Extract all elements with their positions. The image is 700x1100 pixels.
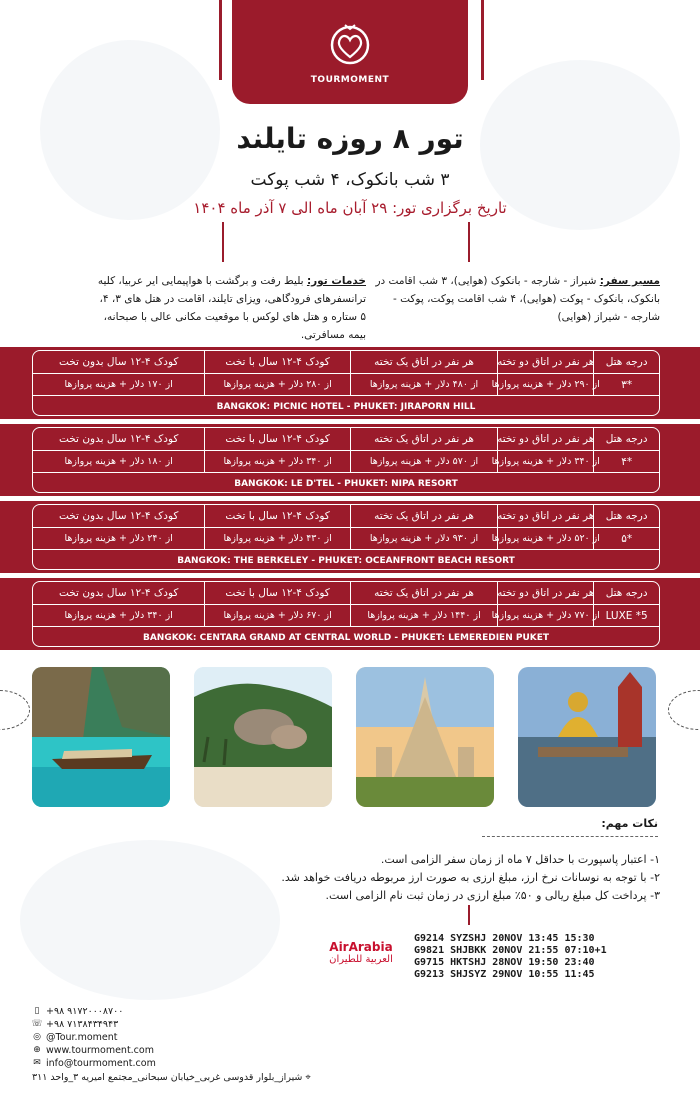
cell-child-bed: از ۲۸۰ دلار + هزینه پروازها — [204, 374, 349, 395]
table-header-row — [33, 428, 659, 450]
website-url: www.tourmoment.com — [46, 1045, 154, 1056]
flight-number: G9821 — [414, 945, 445, 956]
airline-name: AirArabia — [329, 940, 393, 954]
flight-date: 20NOV — [492, 933, 523, 944]
logo-header — [232, 0, 468, 104]
table-header-row — [33, 582, 659, 604]
cell-child-nobed: از ۱۸۰ دلار + هزینه پروازها — [64, 456, 173, 467]
page-title: تور ۸ روزه تایلند — [236, 122, 464, 155]
page-subtitle: ۳ شب بانکوک، ۴ شب پوکت — [250, 170, 450, 190]
header-double: هر نفر در اتاق دو تخته — [497, 505, 593, 527]
address-text: شیراز_بلوار قدوسی غربی_خیابان سبحانی_مجتمع امیریه ۳_واحد ۳۱۱ — [32, 1072, 303, 1083]
decor-line-1 — [219, 0, 222, 80]
cell-double: از ۲۹۰ دلار + هزینه پروازها — [497, 374, 593, 395]
flight-arr: 11:45 — [564, 969, 595, 980]
flight-dep: 13:45 — [528, 933, 559, 944]
services-info — [94, 272, 366, 344]
note-item: ۱- اعتبار پاسپورت با حداقل ۷ ماه از زمان سفر الزامی است. — [380, 853, 660, 866]
flight-dep: 21:55 — [528, 945, 559, 956]
flight-date: 29NOV — [492, 969, 523, 980]
flight-schedule — [414, 933, 607, 981]
contact-website[interactable] — [32, 1044, 156, 1057]
header-child-bed: کودک ۴-۱۲ سال با تخت — [204, 505, 349, 527]
cell-grade: *۵ — [593, 528, 659, 549]
airline-name-ar: العربية للطيران — [329, 954, 393, 965]
photo-temple — [356, 667, 494, 807]
decor-line-2 — [481, 0, 484, 80]
cell-single: از ۹۳۰ دلار + هزینه پروازها — [350, 528, 497, 549]
contact-phone[interactable] — [32, 1018, 156, 1031]
contact-instagram[interactable] — [32, 1031, 156, 1044]
route-info — [362, 272, 660, 326]
tour-dates: تاریخ برگزاری تور: ۲۹ آبان ماه الی ۷ آذر ماه ۱۴۰۴ — [193, 199, 507, 217]
table-row — [33, 527, 659, 549]
dashed-path-left — [0, 690, 30, 730]
photo-rock-beach — [194, 667, 332, 807]
price-table-inner — [32, 581, 660, 647]
decor-line-3 — [222, 222, 224, 262]
header-child-bed: کودک ۴-۱۲ سال با تخت — [204, 582, 349, 604]
cell-child-bed: از ۳۴۰ دلار + هزینه پروازها — [204, 451, 349, 472]
cell-single: از ۵۷۰ دلار + هزینه پروازها — [350, 451, 497, 472]
location-icon: ⌖ — [305, 1072, 311, 1083]
email-icon: ✉ — [33, 1058, 41, 1068]
hotel-names: BANGKOK: PICNIC HOTEL - PHUKET: JIRAPORN HILL — [33, 395, 659, 416]
notes-divider — [482, 836, 658, 837]
flight-row — [414, 957, 607, 969]
instagram-icon: ◎ — [33, 1032, 41, 1042]
flight-arr: 23:40 — [564, 957, 595, 968]
cell-double: از ۵۲۰ دلار + هزینه پروازها — [497, 528, 593, 549]
header-double: هر نفر در اتاق دو تخته — [497, 428, 593, 450]
services-label: خدمات تور: — [306, 275, 366, 287]
header-child-nobed: کودک ۴-۱۲ سال بدون تخت — [58, 433, 179, 445]
flight-number: G9214 — [414, 933, 445, 944]
price-table-inner — [32, 350, 660, 416]
address-line — [32, 1072, 311, 1083]
header-child-nobed: کودک ۴-۱۲ سال بدون تخت — [58, 356, 179, 368]
flight-dep: 10:55 — [528, 969, 559, 980]
price-table — [0, 347, 700, 419]
airarabia-logo — [320, 940, 402, 965]
table-header-row — [33, 351, 659, 373]
price-table — [0, 578, 700, 650]
contact-mobile[interactable] — [32, 1005, 156, 1018]
header-single: هر نفر در اتاق یک تخته — [350, 351, 497, 373]
table-row — [33, 373, 659, 395]
note-item: ۳- پرداخت کل مبلغ ریالی و ۵۰٪ مبلغ ارزی در زمان ثبت نام الزامی است. — [325, 889, 660, 902]
dashed-path-right — [668, 690, 700, 730]
flight-row — [414, 933, 607, 945]
cell-single: از ۴۸۰ دلار + هزینه پروازها — [350, 374, 497, 395]
header-grade: درجه هتل — [593, 428, 659, 450]
table-row — [33, 604, 659, 626]
flight-number: G9715 — [414, 957, 445, 968]
decor-line-5 — [468, 905, 470, 925]
notes-title: نکات مهم: — [601, 817, 658, 830]
header-double: هر نفر در اتاق دو تخته — [497, 582, 593, 604]
contact-list — [32, 1005, 156, 1070]
header-single: هر نفر در اتاق یک تخته — [350, 582, 497, 604]
cell-grade: *۴ — [593, 451, 659, 472]
hotel-names: BANGKOK: THE BERKELEY - PHUKET: OCEANFRONT BEACH RESORT — [33, 549, 659, 570]
header-grade: درجه هتل — [593, 582, 659, 604]
header-single: هر نفر در اتاق یک تخته — [350, 505, 497, 527]
cell-child-bed: از ۶۷۰ دلار + هزینه پروازها — [204, 605, 349, 626]
price-table — [0, 501, 700, 573]
heart-logo-icon — [325, 19, 375, 69]
globe-icon: ⊕ — [33, 1045, 41, 1055]
flight-number: G9213 — [414, 969, 445, 980]
route-label: مسیر سفر: — [599, 275, 660, 287]
header-child-bed: کودک ۴-۱۲ سال با تخت — [204, 428, 349, 450]
header-single: هر نفر در اتاق یک تخته — [350, 428, 497, 450]
mobile-number: +۹۸ ۹۱۷۲۰۰۰۸۷۰۰ — [46, 1006, 124, 1017]
cell-grade: *۳ — [593, 374, 659, 395]
photo-longtail-boat — [32, 667, 170, 807]
flight-date: 20NOV — [492, 945, 523, 956]
route-text: شیراز - شارجه - بانکوک (هوایی)، ۳ شب اقامت در بانکوک، بانکوک - پوکت (هوایی)، ۴ شب اقامت پوکت، پوکت - شارجه - شیراز (هوایی) — [375, 275, 660, 323]
table-row — [33, 450, 659, 472]
flight-date: 28NOV — [492, 957, 523, 968]
note-item: ۲- با توجه به نوسانات نرخ ارز، مبلغ ارزی به صورت ارز مربوطه دریافت خواهد شد. — [281, 871, 660, 884]
header-double: هر نفر در اتاق دو تخته — [497, 351, 593, 373]
instagram-handle: @Tour.moment — [46, 1032, 118, 1043]
photo-buddha-river — [518, 667, 656, 807]
mobile-icon: ▯ — [34, 1006, 40, 1016]
flight-route: SHJSYZ — [450, 969, 487, 980]
flight-arr: 15:30 — [564, 933, 595, 944]
flight-route: SYZSHJ — [450, 933, 487, 944]
cell-single: از ۱۴۴۰ دلار + هزینه پروازها — [350, 605, 497, 626]
table-header-row — [33, 505, 659, 527]
cell-child-nobed: از ۲۴۰ دلار + هزینه پروازها — [64, 533, 173, 544]
flight-arr: 07:10+1 — [564, 945, 607, 956]
cell-double: از ۳۴۰ دلار + هزینه پروازها — [497, 451, 593, 472]
email-address: info@tourmoment.com — [46, 1058, 156, 1069]
phone-icon: ☏ — [31, 1019, 43, 1029]
flight-row — [414, 945, 607, 957]
flight-dep: 19:50 — [528, 957, 559, 968]
cell-child-bed: از ۴۳۰ دلار + هزینه پروازها — [204, 528, 349, 549]
hotel-names: BANGKOK: LE D'TEL - PHUKET: NIPA RESORT — [33, 472, 659, 493]
services-text: بلیط رفت و برگشت با هواپیمایی ایر عربیا، کلیه ترانسفرهای فرودگاهی، ویزای تایلند، اقامت در هتل های ۳، ۴، ۵ ستاره و هتل های لوکس با موقعیت مکانی عالی با صبحانه، بیمه مسافرتی. — [97, 275, 366, 341]
cell-double: از ۷۷۰ دلار + هزینه پروازها — [497, 605, 593, 626]
header-grade: درجه هتل — [593, 351, 659, 373]
cell-grade: 5* LUXE — [593, 605, 659, 626]
flight-row — [414, 969, 607, 981]
decor-line-4 — [468, 222, 470, 262]
flight-route: HKTSHJ — [450, 957, 487, 968]
header-child-nobed: کودک ۴-۱۲ سال بدون تخت — [58, 510, 179, 522]
hotel-names: BANGKOK: CENTARA GRAND AT CENTRAL WORLD - PHUKET: LEMEREDIEN PUKET — [33, 626, 659, 647]
header-child-bed: کودک ۴-۱۲ سال با تخت — [204, 351, 349, 373]
price-table-inner — [32, 504, 660, 570]
brand-name: TOURMOMENT — [310, 75, 390, 85]
price-table — [0, 424, 700, 496]
contact-email[interactable] — [32, 1057, 156, 1070]
cell-child-nobed: از ۱۷۰ دلار + هزینه پروازها — [64, 379, 173, 390]
price-table-inner — [32, 427, 660, 493]
header-grade: درجه هتل — [593, 505, 659, 527]
flight-route: SHJBKK — [450, 945, 487, 956]
cell-child-nobed: از ۳۴۰ دلار + هزینه پروازها — [64, 610, 173, 621]
header-child-nobed: کودک ۴-۱۲ سال بدون تخت — [58, 587, 179, 599]
phone-number: +۹۸ ۷۱۳۸۴۳۴۹۴۳ — [46, 1019, 119, 1030]
